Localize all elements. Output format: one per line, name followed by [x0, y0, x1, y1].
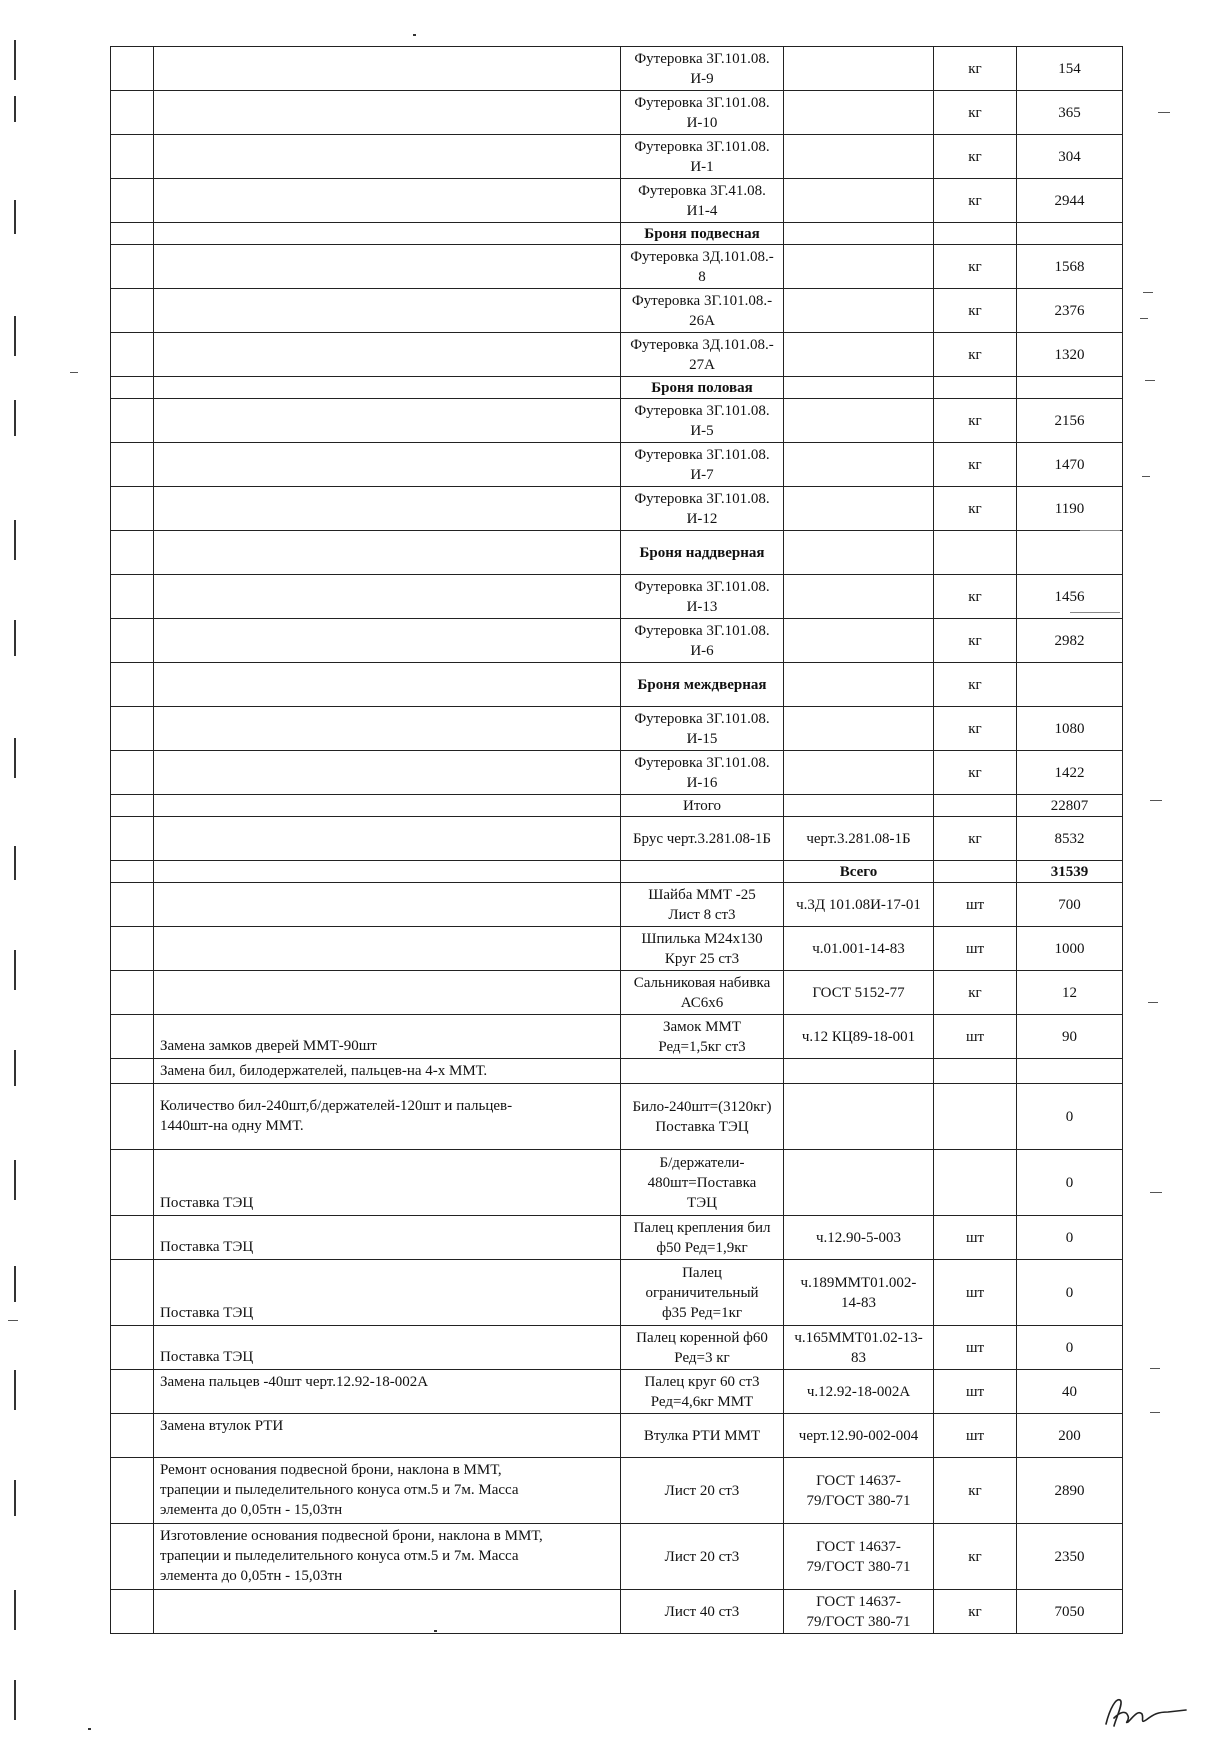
material-name-cell: Футеровка 3Г.101.08. И-6 — [621, 619, 784, 663]
quantity-cell: 154 — [1017, 47, 1123, 91]
work-description-cell — [154, 245, 621, 289]
scan-dash — [1158, 112, 1170, 113]
work-description-cell: Поставка ТЭЦ — [154, 1216, 621, 1260]
material-name-cell: Футеровка 3Г.101.08. И-16 — [621, 751, 784, 795]
material-name-cell: Замок ММТ Ред=1,5кг ст3 — [621, 1015, 784, 1059]
table-row — [111, 1458, 1123, 1524]
quantity-cell: 2890 — [1017, 1458, 1123, 1524]
material-name-cell: Лист 40 ст3 — [621, 1590, 784, 1634]
quantity-cell: 2944 — [1017, 179, 1123, 223]
quantity-cell: 1000 — [1017, 927, 1123, 971]
unit-cell — [934, 1084, 1017, 1150]
row-number-cell — [111, 377, 154, 399]
quantity-cell: 1080 — [1017, 707, 1123, 751]
quantity-cell: 365 — [1017, 91, 1123, 135]
drawing-reference-cell — [784, 333, 934, 377]
unit-cell: кг — [934, 487, 1017, 531]
drawing-reference-cell — [784, 47, 934, 91]
unit-cell: кг — [934, 245, 1017, 289]
unit-cell: кг — [934, 399, 1017, 443]
scan-dash — [1150, 1192, 1162, 1193]
material-name-cell — [621, 861, 784, 883]
row-number-cell — [111, 751, 154, 795]
table-row — [111, 795, 1123, 817]
unit-cell — [934, 223, 1017, 245]
row-number-cell — [111, 91, 154, 135]
row-number-cell — [111, 971, 154, 1015]
material-name-cell: Палец коренной ф60 Ред=3 кг — [621, 1326, 784, 1370]
scan-dash — [1070, 612, 1120, 613]
drawing-reference-cell: ч.12.90-5-003 — [784, 1216, 934, 1260]
quantity-cell: 1190 — [1017, 487, 1123, 531]
scan-dash — [1148, 1002, 1158, 1003]
material-name-cell: Било-240шт=(3120кг) Поставка ТЭЦ — [621, 1084, 784, 1150]
table-row — [111, 1059, 1123, 1084]
scan-speck — [413, 34, 416, 36]
drawing-reference-cell — [784, 751, 934, 795]
table-row — [111, 1015, 1123, 1059]
row-number-cell — [111, 135, 154, 179]
table-row — [111, 223, 1123, 245]
unit-cell: кг — [934, 289, 1017, 333]
binding-mark — [14, 738, 16, 778]
unit-cell: кг — [934, 575, 1017, 619]
material-name-cell: Палец крепления бил ф50 Ред=1,9кг — [621, 1216, 784, 1260]
row-number-cell — [111, 245, 154, 289]
binding-mark — [14, 316, 16, 356]
unit-cell: шт — [934, 1216, 1017, 1260]
binding-mark — [14, 1266, 16, 1302]
drawing-reference-cell — [784, 619, 934, 663]
signature-mark — [1098, 1690, 1198, 1730]
drawing-reference-cell: ГОСТ 5152-77 — [784, 971, 934, 1015]
unit-cell — [934, 861, 1017, 883]
unit-cell: кг — [934, 135, 1017, 179]
work-description-cell — [154, 289, 621, 333]
unit-cell: кг — [934, 91, 1017, 135]
material-name-cell: Футеровка 3Г.101.08. И-12 — [621, 487, 784, 531]
work-description-cell: Ремонт основания подвесной брони, наклона в ММТ, трапеции и пыледелительного конуса отм.5 и 7м. Масса элемента до 0,05тн - 15,03тн — [154, 1458, 621, 1524]
binding-mark — [14, 1050, 16, 1086]
binding-mark — [14, 1160, 16, 1200]
work-description-cell — [154, 663, 621, 707]
material-name-cell: Шпилька М24х130 Круг 25 ст3 — [621, 927, 784, 971]
material-name-cell: Палец ограничительный ф35 Ред=1кг — [621, 1260, 784, 1326]
table-row — [111, 1326, 1123, 1370]
row-number-cell — [111, 861, 154, 883]
table-row — [111, 47, 1123, 91]
work-description-cell — [154, 575, 621, 619]
binding-mark — [14, 400, 16, 436]
table-row — [111, 1084, 1123, 1150]
unit-cell — [934, 1150, 1017, 1216]
material-name-cell: Шайба ММТ -25 Лист 8 ст3 — [621, 883, 784, 927]
work-description-cell: Поставка ТЭЦ — [154, 1326, 621, 1370]
quantity-cell: 200 — [1017, 1414, 1123, 1458]
row-number-cell — [111, 1216, 154, 1260]
work-description-cell — [154, 817, 621, 861]
scan-speck — [434, 1630, 437, 1632]
drawing-reference-cell: Всего — [784, 861, 934, 883]
unit-cell: кг — [934, 751, 1017, 795]
work-description-cell — [154, 1590, 621, 1634]
drawing-reference-cell — [784, 1150, 934, 1216]
drawing-reference-cell — [784, 487, 934, 531]
drawing-reference-cell: черт.3.281.08-1Б — [784, 817, 934, 861]
drawing-reference-cell: ч.189ММТ01.002- 14-83 — [784, 1260, 934, 1326]
work-description-cell — [154, 333, 621, 377]
row-number-cell — [111, 817, 154, 861]
work-description-cell — [154, 861, 621, 883]
material-name-cell: Футеровка 3Д.101.08.- 8 — [621, 245, 784, 289]
row-number-cell — [111, 531, 154, 575]
table-row — [111, 927, 1123, 971]
quantity-cell: 2350 — [1017, 1524, 1123, 1590]
quantity-cell: 90 — [1017, 1015, 1123, 1059]
row-number-cell — [111, 575, 154, 619]
table-row — [111, 861, 1123, 883]
table-row — [111, 487, 1123, 531]
binding-mark — [14, 520, 16, 560]
work-description-cell — [154, 619, 621, 663]
material-name-cell — [621, 1059, 784, 1084]
row-number-cell — [111, 1260, 154, 1326]
row-number-cell — [111, 47, 154, 91]
quantity-cell — [1017, 377, 1123, 399]
material-name-cell: Палец круг 60 ст3 Ред=4,6кг ММТ — [621, 1370, 784, 1414]
scan-dash — [70, 372, 78, 373]
material-name-cell: Футеровка 3Д.101.08.- 27А — [621, 333, 784, 377]
row-number-cell — [111, 1524, 154, 1590]
quantity-cell — [1017, 531, 1123, 575]
table-row — [111, 399, 1123, 443]
table-row — [111, 971, 1123, 1015]
drawing-reference-cell — [784, 707, 934, 751]
work-description-cell: Поставка ТЭЦ — [154, 1260, 621, 1326]
scan-dash — [1150, 1368, 1160, 1369]
row-number-cell — [111, 795, 154, 817]
row-number-cell — [111, 1326, 154, 1370]
row-number-cell — [111, 333, 154, 377]
drawing-reference-cell — [784, 575, 934, 619]
unit-cell: кг — [934, 707, 1017, 751]
quantity-cell — [1017, 223, 1123, 245]
work-description-cell: Поставка ТЭЦ — [154, 1150, 621, 1216]
drawing-reference-cell — [784, 377, 934, 399]
quantity-cell: 7050 — [1017, 1590, 1123, 1634]
material-name-cell: Футеровка 3Г.101.08. И-10 — [621, 91, 784, 135]
drawing-reference-cell — [784, 663, 934, 707]
work-description-cell — [154, 91, 621, 135]
binding-mark — [14, 96, 16, 122]
drawing-reference-cell: ч.12.92-18-002А — [784, 1370, 934, 1414]
drawing-reference-cell — [784, 245, 934, 289]
binding-mark — [14, 620, 16, 656]
table-row — [111, 135, 1123, 179]
table-body — [111, 47, 1123, 1634]
drawing-reference-cell: ГОСТ 14637- 79/ГОСТ 380-71 — [784, 1458, 934, 1524]
scan-dash — [1150, 1412, 1160, 1413]
row-number-cell — [111, 1059, 154, 1084]
material-name-cell: Броня междверная — [621, 663, 784, 707]
quantity-cell: 0 — [1017, 1216, 1123, 1260]
material-name-cell: Сальниковая набивка АС6х6 — [621, 971, 784, 1015]
table-row — [111, 289, 1123, 333]
table-row — [111, 443, 1123, 487]
table-row — [111, 883, 1123, 927]
material-name-cell: Броня наддверная — [621, 531, 784, 575]
binding-mark — [14, 1680, 16, 1720]
material-name-cell: Итого — [621, 795, 784, 817]
table-row — [111, 245, 1123, 289]
unit-cell: шт — [934, 1260, 1017, 1326]
material-name-cell: Б/держатели- 480шт=Поставка ТЭЦ — [621, 1150, 784, 1216]
unit-cell: шт — [934, 1326, 1017, 1370]
unit-cell — [934, 795, 1017, 817]
row-number-cell — [111, 223, 154, 245]
work-description-cell — [154, 927, 621, 971]
quantity-cell: 700 — [1017, 883, 1123, 927]
material-name-cell: Брус черт.3.281.08-1Б — [621, 817, 784, 861]
material-name-cell: Броня подвесная — [621, 223, 784, 245]
unit-cell: шт — [934, 927, 1017, 971]
unit-cell: шт — [934, 1015, 1017, 1059]
drawing-reference-cell: ГОСТ 14637- 79/ГОСТ 380-71 — [784, 1590, 934, 1634]
table-row — [111, 1260, 1123, 1326]
table-row — [111, 575, 1123, 619]
material-name-cell: Футеровка 3Г.101.08. И-13 — [621, 575, 784, 619]
material-name-cell: Футеровка 3Г.41.08. И1-4 — [621, 179, 784, 223]
quantity-cell: 8532 — [1017, 817, 1123, 861]
quantity-cell — [1017, 1059, 1123, 1084]
unit-cell: кг — [934, 663, 1017, 707]
row-number-cell — [111, 619, 154, 663]
materials-table — [110, 46, 1123, 1634]
quantity-cell: 1422 — [1017, 751, 1123, 795]
work-description-cell — [154, 971, 621, 1015]
unit-cell: кг — [934, 817, 1017, 861]
quantity-cell: 304 — [1017, 135, 1123, 179]
drawing-reference-cell: ч.165ММТ01.02-13- 83 — [784, 1326, 934, 1370]
row-number-cell — [111, 1590, 154, 1634]
unit-cell: шт — [934, 1370, 1017, 1414]
row-number-cell — [111, 707, 154, 751]
quantity-cell: 0 — [1017, 1150, 1123, 1216]
work-description-cell — [154, 487, 621, 531]
material-name-cell: Футеровка 3Г.101.08. И-15 — [621, 707, 784, 751]
table-row — [111, 751, 1123, 795]
scan-dash — [1143, 292, 1153, 293]
table-row — [111, 1414, 1123, 1458]
work-description-cell — [154, 179, 621, 223]
table-row — [111, 1590, 1123, 1634]
quantity-cell: 0 — [1017, 1260, 1123, 1326]
row-number-cell — [111, 443, 154, 487]
quantity-cell: 1320 — [1017, 333, 1123, 377]
drawing-reference-cell — [784, 443, 934, 487]
material-name-cell: Футеровка 3Г.101.08. И-1 — [621, 135, 784, 179]
table-row — [111, 817, 1123, 861]
table-row — [111, 663, 1123, 707]
table-row — [111, 1150, 1123, 1216]
quantity-cell: 40 — [1017, 1370, 1123, 1414]
work-description-cell — [154, 377, 621, 399]
work-description-cell: Изготовление основания подвесной брони, наклона в ММТ, трапеции и пыледелительного конуса отм.5 и 7м. Масса элемента до 0,05тн - 15,03тн — [154, 1524, 621, 1590]
drawing-reference-cell — [784, 289, 934, 333]
scan-speck — [88, 1728, 91, 1730]
work-description-cell — [154, 751, 621, 795]
scan-dash — [1080, 530, 1120, 531]
drawing-reference-cell — [784, 531, 934, 575]
row-number-cell — [111, 1370, 154, 1414]
drawing-reference-cell — [784, 399, 934, 443]
row-number-cell — [111, 289, 154, 333]
work-description-cell — [154, 135, 621, 179]
quantity-cell: 1568 — [1017, 245, 1123, 289]
drawing-reference-cell: черт.12.90-002-004 — [784, 1414, 934, 1458]
unit-cell — [934, 531, 1017, 575]
binding-mark — [14, 1370, 16, 1410]
work-description-cell — [154, 443, 621, 487]
unit-cell: шт — [934, 1414, 1017, 1458]
drawing-reference-cell: ч.12 КЦ89-18-001 — [784, 1015, 934, 1059]
material-name-cell: Футеровка 3Г.101.08. И-5 — [621, 399, 784, 443]
unit-cell: кг — [934, 1458, 1017, 1524]
quantity-cell: 2376 — [1017, 289, 1123, 333]
unit-cell: кг — [934, 179, 1017, 223]
work-description-cell — [154, 707, 621, 751]
scan-dash — [1142, 476, 1150, 477]
work-description-cell: Замена бил, билодержателей, пальцев-на 4-х ММТ. — [154, 1059, 621, 1084]
table-row — [111, 377, 1123, 399]
row-number-cell — [111, 1414, 154, 1458]
unit-cell — [934, 1059, 1017, 1084]
material-name-cell: Лист 20 ст3 — [621, 1458, 784, 1524]
work-description-cell — [154, 795, 621, 817]
work-description-cell — [154, 223, 621, 245]
scan-dash — [1145, 380, 1155, 381]
unit-cell: шт — [934, 883, 1017, 927]
binding-mark — [14, 950, 16, 990]
binding-mark — [14, 1480, 16, 1516]
drawing-reference-cell — [784, 91, 934, 135]
unit-cell: кг — [934, 47, 1017, 91]
row-number-cell — [111, 883, 154, 927]
material-name-cell: Футеровка 3Г.101.08. И-9 — [621, 47, 784, 91]
material-name-cell: Лист 20 ст3 — [621, 1524, 784, 1590]
scan-dash — [1150, 800, 1162, 801]
table-row — [111, 91, 1123, 135]
row-number-cell — [111, 927, 154, 971]
row-number-cell — [111, 399, 154, 443]
quantity-cell: 0 — [1017, 1326, 1123, 1370]
quantity-cell: 2156 — [1017, 399, 1123, 443]
work-description-cell — [154, 531, 621, 575]
table-row — [111, 1370, 1123, 1414]
unit-cell: кг — [934, 333, 1017, 377]
work-description-cell: Количество бил-240шт,б/держателей-120шт и пальцев- 1440шт-на одну ММТ. — [154, 1084, 621, 1150]
quantity-cell: 1470 — [1017, 443, 1123, 487]
table-row — [111, 707, 1123, 751]
unit-cell: кг — [934, 619, 1017, 663]
drawing-reference-cell — [784, 223, 934, 245]
binding-mark — [14, 1590, 16, 1630]
material-name-cell: Футеровка 3Г.101.08.- 26А — [621, 289, 784, 333]
material-name-cell: Броня половая — [621, 377, 784, 399]
table-row — [111, 179, 1123, 223]
drawing-reference-cell: ч.01.001-14-83 — [784, 927, 934, 971]
quantity-cell: 0 — [1017, 1084, 1123, 1150]
binding-mark — [14, 200, 16, 234]
quantity-cell: 22807 — [1017, 795, 1123, 817]
binding-mark — [14, 846, 16, 880]
table-row — [111, 1216, 1123, 1260]
row-number-cell — [111, 663, 154, 707]
table-row — [111, 333, 1123, 377]
material-name-cell: Футеровка 3Г.101.08. И-7 — [621, 443, 784, 487]
material-name-cell: Втулка РТИ ММТ — [621, 1414, 784, 1458]
quantity-cell: 31539 — [1017, 861, 1123, 883]
work-description-cell — [154, 883, 621, 927]
table-row — [111, 531, 1123, 575]
drawing-reference-cell — [784, 1059, 934, 1084]
quantity-cell: 1456 — [1017, 575, 1123, 619]
unit-cell: кг — [934, 443, 1017, 487]
unit-cell — [934, 377, 1017, 399]
drawing-reference-cell — [784, 179, 934, 223]
table-row — [111, 619, 1123, 663]
quantity-cell: 2982 — [1017, 619, 1123, 663]
drawing-reference-cell: ч.3Д 101.08И-17-01 — [784, 883, 934, 927]
quantity-cell: 12 — [1017, 971, 1123, 1015]
unit-cell: кг — [934, 971, 1017, 1015]
drawing-reference-cell — [784, 1084, 934, 1150]
quantity-cell — [1017, 663, 1123, 707]
drawing-reference-cell — [784, 135, 934, 179]
unit-cell: кг — [934, 1590, 1017, 1634]
table-row — [111, 1524, 1123, 1590]
work-description-cell: Замена пальцев -40шт черт.12.92-18-002А — [154, 1370, 621, 1414]
row-number-cell — [111, 1015, 154, 1059]
row-number-cell — [111, 1458, 154, 1524]
drawing-reference-cell — [784, 795, 934, 817]
binding-mark — [14, 40, 16, 80]
row-number-cell — [111, 179, 154, 223]
work-description-cell — [154, 399, 621, 443]
work-description-cell: Замена замков дверей ММТ-90шт — [154, 1015, 621, 1059]
row-number-cell — [111, 1150, 154, 1216]
work-description-cell: Замена втулок РТИ — [154, 1414, 621, 1458]
row-number-cell — [111, 1084, 154, 1150]
row-number-cell — [111, 487, 154, 531]
scan-dash — [1140, 318, 1148, 319]
scan-dash — [8, 1320, 18, 1321]
drawing-reference-cell: ГОСТ 14637- 79/ГОСТ 380-71 — [784, 1524, 934, 1590]
work-description-cell — [154, 47, 621, 91]
unit-cell: кг — [934, 1524, 1017, 1590]
